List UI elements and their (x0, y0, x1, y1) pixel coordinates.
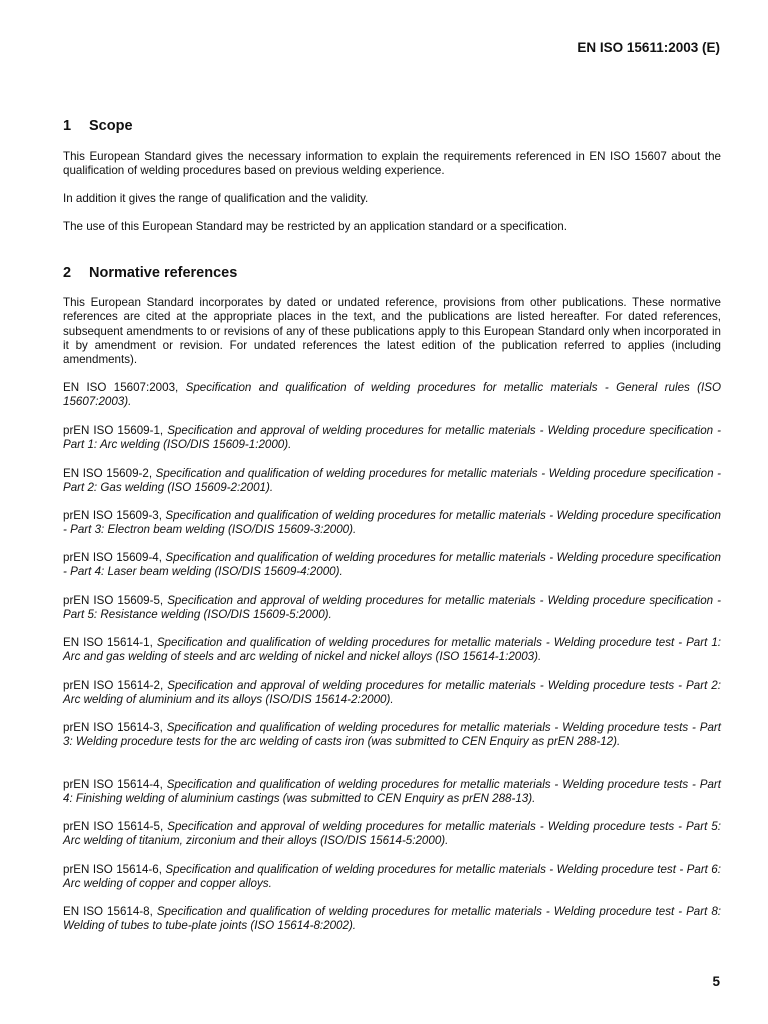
reference-title: Specification and approval of welding procedures for metallic materials - Welding procedure tests - Part 2: Arc welding of aluminium and its alloys (ISO/DIS 15614-2:2000). (63, 679, 721, 707)
reference-code: prEN ISO 15609-5, (63, 594, 164, 607)
reference-code: prEN ISO 15614-2, (63, 679, 164, 692)
reference-entry (63, 820, 721, 849)
reference-entry (63, 905, 721, 934)
reference-code: EN ISO 15614-1, (63, 636, 153, 649)
reference-entry (63, 636, 721, 665)
reference-title: Specification and qualification of welding procedures for metallic materials - Welding procedure tests - Part 3: Welding procedure tests for the arc welding of casts iron (was submitted to CEN Enquiry as prEN 288-12). (63, 721, 721, 749)
page-number: 5 (712, 974, 720, 989)
reference-entry (63, 679, 721, 708)
reference-entry (63, 863, 721, 892)
reference-code: prEN ISO 15614-3, (63, 721, 163, 734)
reference-title: Specification and approval of welding procedures for metallic materials - Welding procedure specification - Part 1: Arc welding (ISO/DIS 15609-1:2000). (63, 424, 721, 452)
reference-code: prEN ISO 15609-4, (63, 551, 162, 564)
reference-entry (63, 721, 721, 750)
reference-title: Specification and qualification of welding procedures for metallic materials - Welding procedure specification - Part 2: Gas welding (ISO 15609-2:2001). (63, 467, 721, 495)
section-number: 1 (63, 118, 72, 134)
reference-title: Specification and qualification of welding procedures for metallic materials - Welding procedure specification - Part 4: Laser beam welding (ISO/DIS 15609-4:2000). (63, 551, 721, 579)
reference-code: EN ISO 15614-8, (63, 905, 153, 918)
reference-entry (63, 509, 721, 538)
reference-title: Specification and approval of welding procedures for metallic materials - Welding procedure tests - Part 5: Arc welding of titanium, zirconium and their alloys (ISO/DIS 15614-5:2000). (63, 820, 721, 848)
scope-paragraph: In addition it gives the range of qualification and the validity. (63, 192, 369, 205)
reference-title: Specification and qualification of welding procedures for metallic materials - General rules (ISO 15607:2003). (63, 381, 721, 409)
reference-title: Specification and qualification of welding procedures for metallic materials - Welding procedure tests - Part 4: Finishing welding of aluminium castings (was submitted to CEN Enquiry as prEN 288-13). (63, 778, 721, 806)
reference-code: prEN ISO 15609-1, (63, 424, 164, 437)
reference-code: prEN ISO 15614-5, (63, 820, 164, 833)
reference-code: EN ISO 15609-2, (63, 467, 153, 480)
section-title: Scope (89, 118, 133, 134)
reference-title: Specification and qualification of welding procedures for metallic materials - Welding procedure specification - Part 3: Electron beam welding (ISO/DIS 15609-3:2000). (63, 509, 721, 537)
reference-entry (63, 778, 721, 807)
section-number: 2 (63, 265, 72, 281)
reference-code: prEN ISO 15614-4, (63, 778, 163, 791)
reference-title: Specification and approval of welding procedures for metallic materials - Welding procedure specification - Part 5: Resistance welding (ISO/DIS 15609-5:2000). (63, 594, 721, 622)
reference-title: Specification and qualification of welding procedures for metallic materials - Welding procedure test - Part 6: Arc welding of copper and copper alloys. (63, 863, 721, 891)
scope-paragraph: This European Standard gives the necessary information to explain the requirements referenced in EN ISO 15607 about the qualification of welding procedures based on previous welding experience. (63, 150, 721, 178)
reference-entry (63, 594, 721, 623)
normative-intro-paragraph: This European Standard incorporates by dated or undated reference, provisions from other publications. These normative references are cited at the appropriate places in the text, and the publications are listed hereafter. For dated references, subsequent amendments to or revisions of any of these publications apply to this European Standard only when incorporated in it by amendment or revision. For undated references the latest edition of the publication referred to applies (including amendments). (63, 296, 721, 367)
reference-code: prEN ISO 15614-6, (63, 863, 162, 876)
section-1-heading (63, 118, 133, 134)
reference-code: EN ISO 15607:2003, (63, 381, 179, 394)
reference-entry (63, 381, 721, 410)
reference-entry (63, 424, 721, 453)
reference-title: Specification and qualification of welding procedures for metallic materials - Welding procedure test - Part 8: Welding of tubes to tube-plate joints (ISO 15614-8:2002). (63, 905, 721, 933)
scope-paragraph: The use of this European Standard may be restricted by an application standard or a specification. (63, 220, 567, 233)
reference-entry (63, 551, 721, 580)
reference-code: prEN ISO 15609-3, (63, 509, 162, 522)
section-2-heading (63, 265, 237, 281)
reference-entry (63, 467, 721, 496)
reference-title: Specification and qualification of welding procedures for metallic materials - Welding procedure test - Part 1: Arc and gas welding of steels and arc welding of nickel and nickel alloys (ISO 15614-1:2003). (63, 636, 721, 664)
section-title: Normative references (89, 265, 238, 281)
document-header: EN ISO 15611:2003 (E) (577, 40, 720, 55)
